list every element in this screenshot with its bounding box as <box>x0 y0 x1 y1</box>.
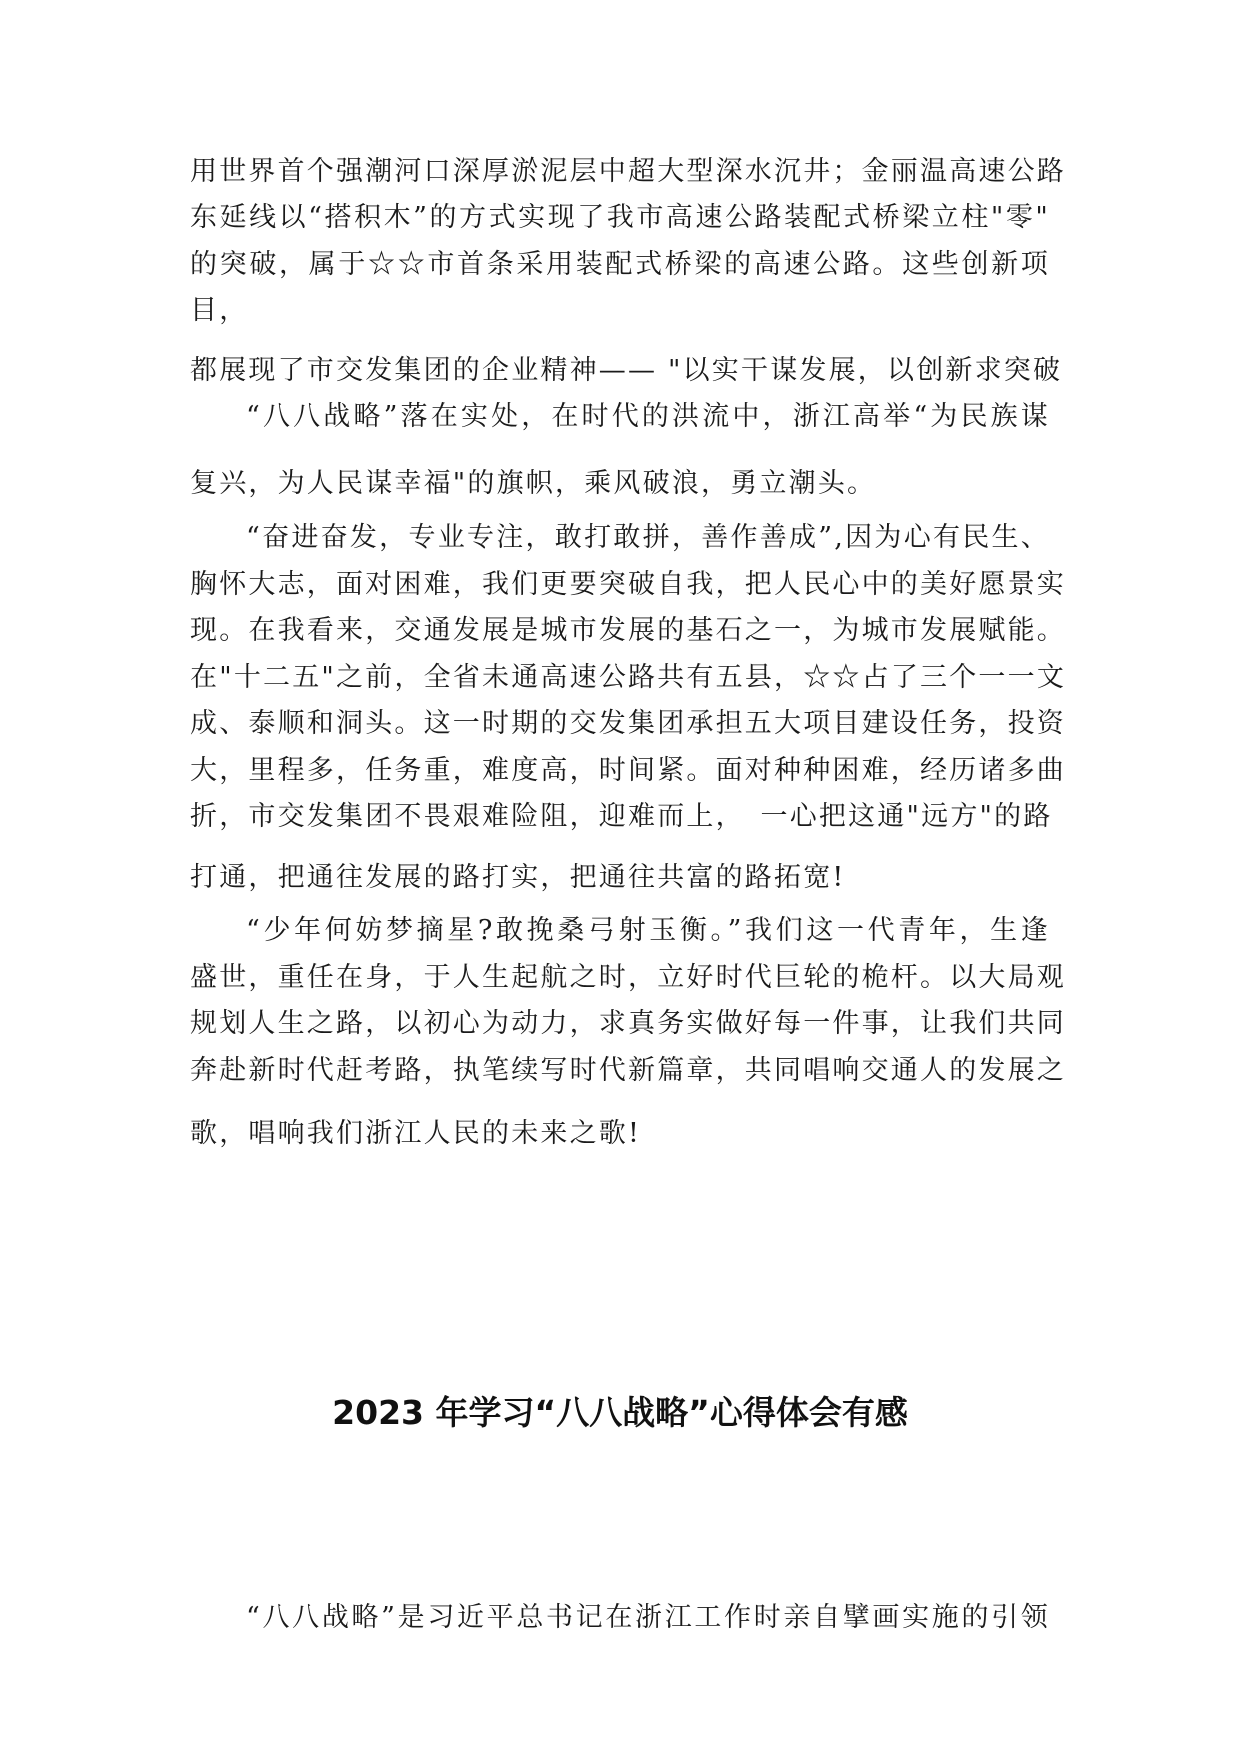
section-first-line: “八八战略”是习近平总书记在浙江工作时亲自擘画实施的引领 <box>246 1602 1050 1633</box>
section-title: 2023 年学习“八八战略”心得体会有感 <box>332 1393 908 1432</box>
body-line-14: 折，市交发集团不畏艰难险阻，迎难而上， 一心把这通"远方"的路 <box>190 801 1053 832</box>
body-line-16: “少年何妨梦摘星?敢挽桑弓射玉衡。”我们这一代青年，生逢 <box>246 915 1050 946</box>
body-line-18: 规划人生之路，以初心为动力，求真务实做好每一件事，让我们共同 <box>190 1008 1066 1039</box>
body-line-1: 用世界首个强潮河口深厚淤泥层中超大型深水沉井；金丽温高速公路 <box>190 156 1066 187</box>
body-line-13: 大，里程多，任务重，难度高，时间紧。面对种种困难，经历诸多曲 <box>190 755 1066 786</box>
body-line-19: 奔赴新时代赶考路，执笔续写时代新篇章，共同唱响交通人的发展之 <box>190 1055 1066 1086</box>
body-line-2: 东延线以“搭积木”的方式实现了我市高速公路装配式桥梁立柱"零" <box>190 202 1050 233</box>
body-line-7: 复兴，为人民谋幸福"的旗帜，乘风破浪，勇立潮头。 <box>190 468 877 499</box>
body-line-11: 在"十二五"之前，全省未通高速公路共有五县，☆☆占了三个一一文 <box>190 662 1067 693</box>
body-line-3: 的突破，属于☆☆市首条采用装配式桥梁的高速公路。这些创新项 <box>190 249 1050 280</box>
body-line-9: 胸怀大志，面对困难，我们更要突破自我，把人民心中的美好愿景实 <box>190 569 1066 600</box>
body-line-4: 目， <box>190 295 249 326</box>
body-line-12: 成、泰顺和洞头。这一时期的交发集团承担五大项目建设任务，投资 <box>190 708 1066 739</box>
body-line-10: 现。在我看来，交通发展是城市发展的基石之一，为城市发展赋能。 <box>190 615 1066 646</box>
body-line-8: “奋进奋发，专业专注，敢打敢拼，善作善成”,因为心有民生、 <box>246 522 1050 553</box>
body-line-15: 打通，把通往发展的路打实，把通往共富的路拓宽! <box>190 862 846 893</box>
body-line-20: 歌，唱响我们浙江人民的未来之歌! <box>190 1118 642 1149</box>
body-line-6: “八八战略”落在实处，在时代的洪流中，浙江高举“为民族谋 <box>246 401 1050 432</box>
body-line-17: 盛世，重任在身，于人生起航之时，立好时代巨轮的桅杆。以大局观 <box>190 962 1066 993</box>
body-line-5: 都展现了市交发集团的企业精神—— "以实干谋发展，以创新求突破 <box>190 355 1063 386</box>
